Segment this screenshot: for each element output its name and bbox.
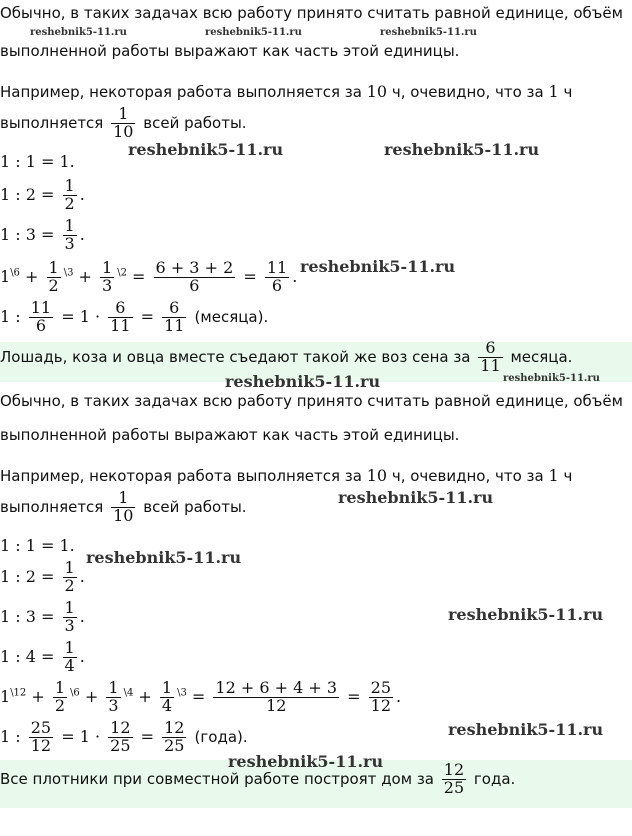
denominator: 3 (108, 695, 119, 715)
fraction-sentence-prefix: выполняется (0, 113, 104, 132)
answer-text: Все плотники при совместной работе построят дом за (0, 769, 434, 788)
denominator: 3 (64, 233, 75, 253)
fraction (154, 260, 236, 295)
watermark: reshebnik5-11.ru (384, 140, 540, 159)
denominator: 3 (102, 275, 113, 295)
fraction (111, 490, 135, 525)
example-number: 1 (548, 466, 559, 485)
fraction (29, 720, 53, 755)
fraction (160, 680, 174, 715)
example-text-mid: ч, очевидно, что за (387, 467, 549, 485)
equation-mid: = 1 · (61, 306, 101, 326)
fraction (111, 106, 135, 141)
answer-suffix: года. (473, 769, 516, 788)
denominator: 25 (443, 777, 465, 797)
watermark: reshebnik5-11.ru (228, 752, 384, 771)
multiplier: \6 (70, 687, 80, 699)
unit-label: (месяца). (194, 307, 269, 326)
fraction-sentence-suffix: всей работы. (143, 497, 247, 516)
numerator: 6 (485, 338, 496, 357)
equation-1-3: 1 : 3 = $\frac{1}{3}$ . (0, 216, 85, 253)
denominator: 25 (110, 735, 131, 755)
fraction (29, 300, 53, 335)
fraction (63, 178, 77, 213)
sum-equation-2 (0, 680, 401, 715)
numerator: 6 (169, 298, 180, 317)
equation-1-1: 1 : 1 = 1. (0, 152, 75, 171)
denominator: 25 (164, 735, 185, 755)
numerator: 1 (48, 258, 59, 277)
watermark: reshebnik5-11.ru (503, 373, 600, 384)
equation-left: 1 : 2 = (0, 184, 55, 204)
fraction (63, 560, 77, 595)
fraction (369, 680, 393, 715)
equals-sign: = (347, 686, 361, 706)
numerator: 12 (443, 760, 465, 779)
denominator: 3 (64, 615, 75, 635)
fraction (442, 762, 466, 797)
numerator: 1 (118, 488, 129, 507)
plus-sign: + (138, 686, 152, 706)
denominator: 2 (64, 193, 75, 213)
watermark: reshebnik5-11.ru (448, 605, 604, 624)
numerator: 12 + 6 + 4 + 3 (215, 678, 338, 697)
equation-mid: = 1 · (61, 726, 101, 746)
denominator: 11 (164, 315, 185, 335)
denominator: 2 (54, 695, 66, 715)
numerator: 11 (266, 258, 288, 277)
unit-label: (года). (194, 727, 248, 746)
denominator: 4 (64, 655, 75, 675)
period: . (396, 686, 402, 706)
equation-left: 1 : 4 = (0, 646, 55, 666)
example-sentence (0, 82, 572, 101)
numerator: 1 (64, 638, 75, 657)
numerator: 1 (108, 678, 119, 697)
fraction-sentence (0, 490, 247, 525)
fraction (63, 640, 77, 675)
watermark: reshebnik5-11.ru (338, 488, 494, 507)
numerator: 1 (118, 104, 129, 123)
denominator: 12 (213, 697, 339, 715)
equals-sign: = (132, 266, 146, 286)
watermark: reshebnik5-11.ru (448, 720, 604, 739)
answer-1 (0, 340, 572, 375)
final-equation-1 (0, 300, 268, 335)
watermark: reshebnik5-11.ru (86, 548, 242, 567)
fraction (162, 300, 186, 335)
intro-line-2: выполненной работы выражают как часть этой единицы. (0, 42, 460, 60)
equation-2-3: 1 : 3 = $\frac{1}{3}$ . (0, 598, 85, 635)
watermark: reshebnik5-11.ru (225, 372, 381, 391)
equals-sign: = (140, 306, 154, 326)
denominator: 11 (110, 315, 131, 335)
final-equation-2 (0, 720, 248, 755)
numerator: 12 (110, 718, 131, 737)
example-text-after: ч (558, 83, 573, 101)
example-sentence (0, 466, 572, 485)
fraction (213, 680, 339, 715)
example-number: 10 (366, 82, 388, 101)
unit-one: 1 (0, 686, 11, 706)
fraction (108, 720, 132, 755)
denominator: 6 (265, 277, 289, 295)
fraction-sentence-suffix: всей работы. (143, 113, 247, 132)
denominator: 4 (161, 695, 173, 715)
plus-sign: + (84, 686, 99, 706)
denominator: 11 (480, 355, 501, 375)
equals-sign: = (191, 686, 206, 706)
intro-line-1: Обычно, в таких задачах всю работу принято считать равной единице, объём (0, 392, 623, 410)
plus-sign: + (25, 266, 39, 286)
equals-sign: = (243, 266, 257, 286)
fraction (108, 300, 132, 335)
watermark: reshebnik5-11.ru (300, 257, 456, 276)
multiplier: \4 (123, 687, 134, 699)
watermark: reshebnik5-11.ru (128, 140, 284, 159)
example-text-mid: ч, очевидно, что за (387, 83, 549, 101)
example-text-after: ч (558, 467, 573, 485)
multiplier: \3 (63, 267, 74, 279)
equation-left: 1 : (0, 726, 21, 746)
numerator: 1 (161, 678, 173, 697)
answer-text: Лошадь, коза и овца вместе съедают такой же воз сена за (0, 347, 471, 366)
fraction-sentence (0, 106, 247, 141)
fraction (100, 260, 114, 295)
example-number: 10 (366, 466, 388, 485)
example-text-before: Например, некоторая работа выполняется за (0, 467, 367, 485)
denominator: 12 (370, 695, 392, 715)
denominator: 6 (154, 277, 236, 295)
numerator: 1 (102, 258, 113, 277)
equation-left: 1 : 3 = (0, 224, 55, 244)
plus-sign: + (31, 686, 45, 706)
multiplier: \2 (117, 267, 127, 279)
fraction (106, 680, 120, 715)
watermark: reshebnik5-11.ru (205, 27, 302, 38)
sum-equation-1 (0, 260, 297, 295)
fraction-sentence-prefix: выполняется (0, 497, 104, 516)
fraction (47, 260, 61, 295)
denominator: 12 (30, 735, 52, 755)
equation-2-2: 1 : 2 = $\frac{1}{2}$ . (0, 558, 85, 595)
denominator: 2 (48, 275, 59, 295)
fraction (63, 600, 77, 635)
denominator: 10 (113, 505, 134, 525)
fraction (265, 260, 289, 295)
unit-one: 1 (0, 266, 11, 286)
numerator: 25 (30, 718, 52, 737)
numerator: 1 (64, 176, 75, 195)
denominator: 2 (64, 575, 75, 595)
multiplier: \12 (10, 687, 27, 699)
example-number: 1 (548, 82, 559, 101)
equation-2-4: 1 : 4 = $\frac{1}{4}$ . (0, 638, 85, 675)
denominator: 10 (113, 121, 134, 141)
answer-suffix: месяца. (510, 347, 573, 366)
period: . (292, 266, 298, 286)
fraction (53, 680, 67, 715)
plus-sign: + (78, 266, 92, 286)
numerator: 1 (54, 678, 66, 697)
equation-1-2: 1 : 2 = $\frac{1}{2}$ . (0, 176, 85, 213)
numerator: 1 (64, 598, 75, 617)
watermark: reshebnik5-11.ru (380, 27, 477, 38)
numerator: 1 (64, 216, 75, 235)
multiplier: \6 (10, 267, 20, 279)
fraction (478, 340, 502, 375)
numerator: 11 (30, 298, 52, 317)
numerator: 6 (115, 298, 126, 317)
equation-2-1: 1 : 1 = 1. (0, 536, 75, 555)
intro-line-1: Обычно, в таких задачах всю работу принято считать равной единице, объём (0, 4, 623, 22)
numerator: 6 + 3 + 2 (155, 258, 234, 277)
equation-left: 1 : 2 = (0, 566, 55, 586)
equation-left: 1 : (0, 306, 21, 326)
numerator: 12 (164, 718, 185, 737)
denominator: 6 (29, 317, 53, 335)
multiplier: \3 (177, 687, 187, 699)
watermark: reshebnik5-11.ru (30, 27, 127, 38)
equation-left: 1 : 3 = (0, 606, 55, 626)
numerator: 1 (64, 558, 75, 577)
fraction (63, 218, 77, 253)
example-text-before: Например, некоторая работа выполняется за (0, 83, 367, 101)
fraction (162, 720, 186, 755)
intro-line-2: выполненной работы выражают как часть этой единицы. (0, 426, 460, 444)
equals-sign: = (140, 726, 154, 746)
numerator: 25 (370, 678, 392, 697)
